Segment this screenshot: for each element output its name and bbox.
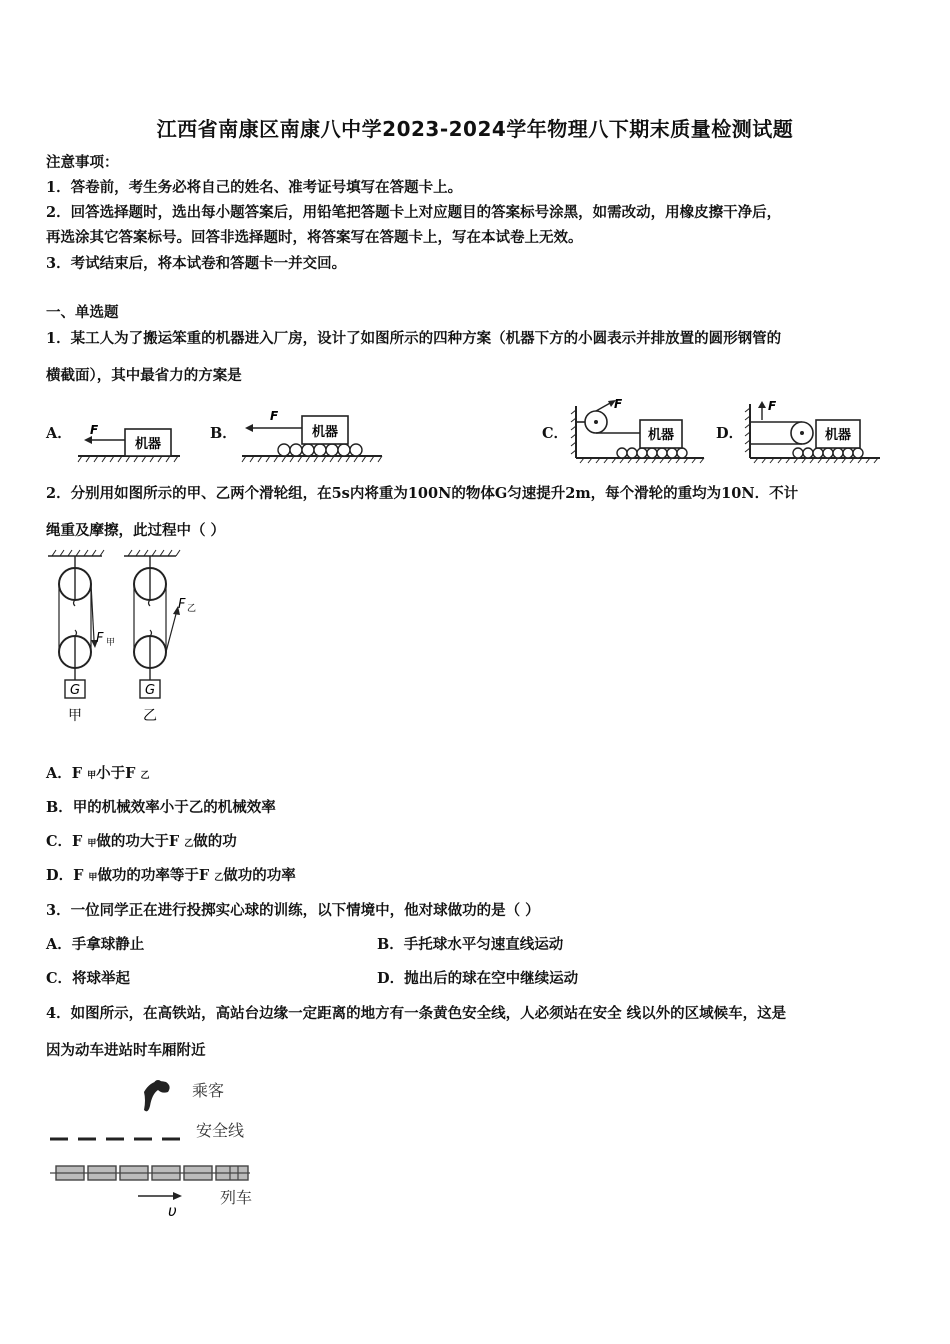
q4-stem-line2: 因为动车进站时车厢附近 [46, 1042, 206, 1059]
force-f-jia-subscript: 甲 [106, 638, 116, 648]
force-f-yi-label: F [178, 597, 186, 612]
q1-figure-a [78, 410, 183, 462]
force-label: F [614, 397, 623, 411]
force-label: F [90, 423, 99, 437]
q2-option-b: B．甲的机械效率小于乙的机械效率 [46, 799, 276, 816]
passenger-label: 乘客 [192, 1081, 225, 1100]
force-label: F [270, 409, 279, 423]
q3-option-b: B．手托球水平匀速直线运动 [377, 936, 564, 953]
force-label: F [768, 399, 777, 413]
q1-option-c-label: C． [542, 425, 569, 442]
q3-option-d: D．抛出后的球在空中继续运动 [377, 970, 579, 987]
notice-item: 3．考试结束后，将本试卷和答题卡一并交回。 [46, 255, 347, 272]
q1-option-a-label: A． [46, 425, 72, 442]
safety-line-label: 安全线 [196, 1121, 245, 1140]
q2-option-d: D．F 甲做功的功率等于F 乙做功的功率 [46, 867, 296, 884]
notice-item: 1．答卷前，考生务必将自己的姓名、准考证号填写在答题卡上。 [46, 179, 463, 196]
section-heading: 一、单选题 [46, 304, 119, 321]
weight-g-label: G [144, 683, 156, 698]
q2-stem-line1: 2．分别用如图所示的甲、乙两个滑轮组，在5s内将重为100N的物体G匀速提升2m，每个滑轮的重均为10N．不计 [46, 485, 799, 502]
q2-option-a: A．F 甲小于F 乙 [46, 765, 150, 782]
q1-figure-d [744, 396, 884, 462]
machine-label: 机器 [134, 437, 162, 452]
passenger-icon [144, 1080, 170, 1111]
q3-option-c: C．将球举起 [46, 970, 131, 987]
q1-stem-line1: 1．某工人为了搬运笨重的机器进入厂房，设计了如图所示的四种方案（机器下方的小圆表示并排放置的圆形钢管的 [46, 330, 782, 347]
exam-title: 江西省南康区南康八中学2023-2024学年物理八下期末质量检测试题 [156, 117, 794, 141]
notice-heading: 注意事项： [46, 154, 119, 171]
q1-figure-c [570, 396, 708, 462]
q3-option-a: A．手拿球静止 [46, 936, 145, 953]
q1-option-b-label: B． [210, 425, 237, 442]
q1-stem-line2: 横截面），其中最省力的方案是 [46, 367, 242, 384]
q4-stem-line1: 4．如图所示，在高铁站，高站台边缘一定距离的地方有一条黄色安全线，人必须站在安全 线以外的区域候车，这是 [46, 1005, 787, 1022]
notice-item: 2．回答选择题时，选出每小题答案后，用铅笔把答题卡上对应题目的答案标号涂黑，如需改动，用橡皮擦干净后， [46, 204, 782, 221]
machine-label: 机器 [311, 425, 339, 440]
machine-label: 机器 [647, 428, 675, 443]
q2-stem-line2: 绳重及摩擦，此过程中（ ） [46, 522, 226, 539]
q2-option-c: C．F 甲做的功大于F 乙做的功 [46, 833, 237, 850]
label-jia: 甲 [68, 708, 82, 724]
label-yi: 乙 [143, 708, 157, 724]
q1-option-d-label: D． [716, 425, 744, 442]
q4-platform-figure [46, 1072, 276, 1220]
train-label: 列车 [220, 1188, 253, 1207]
force-f-yi-subscript: 乙 [187, 604, 197, 614]
force-f-jia-label: F [96, 631, 104, 646]
weight-g-label: G [69, 683, 81, 698]
velocity-label: υ [168, 1202, 177, 1220]
machine-label: 机器 [824, 428, 852, 443]
notice-item: 再选涂其它答案标号。回答非选择题时，将答案写在答题卡上，写在本试卷上无效。 [46, 229, 583, 246]
q2-pulley-figure [40, 548, 210, 726]
q3-stem: 3．一位同学正在进行投掷实心球的训练，以下情境中，他对球做功的是（ ） [46, 902, 540, 919]
q1-figure-b [240, 406, 386, 462]
